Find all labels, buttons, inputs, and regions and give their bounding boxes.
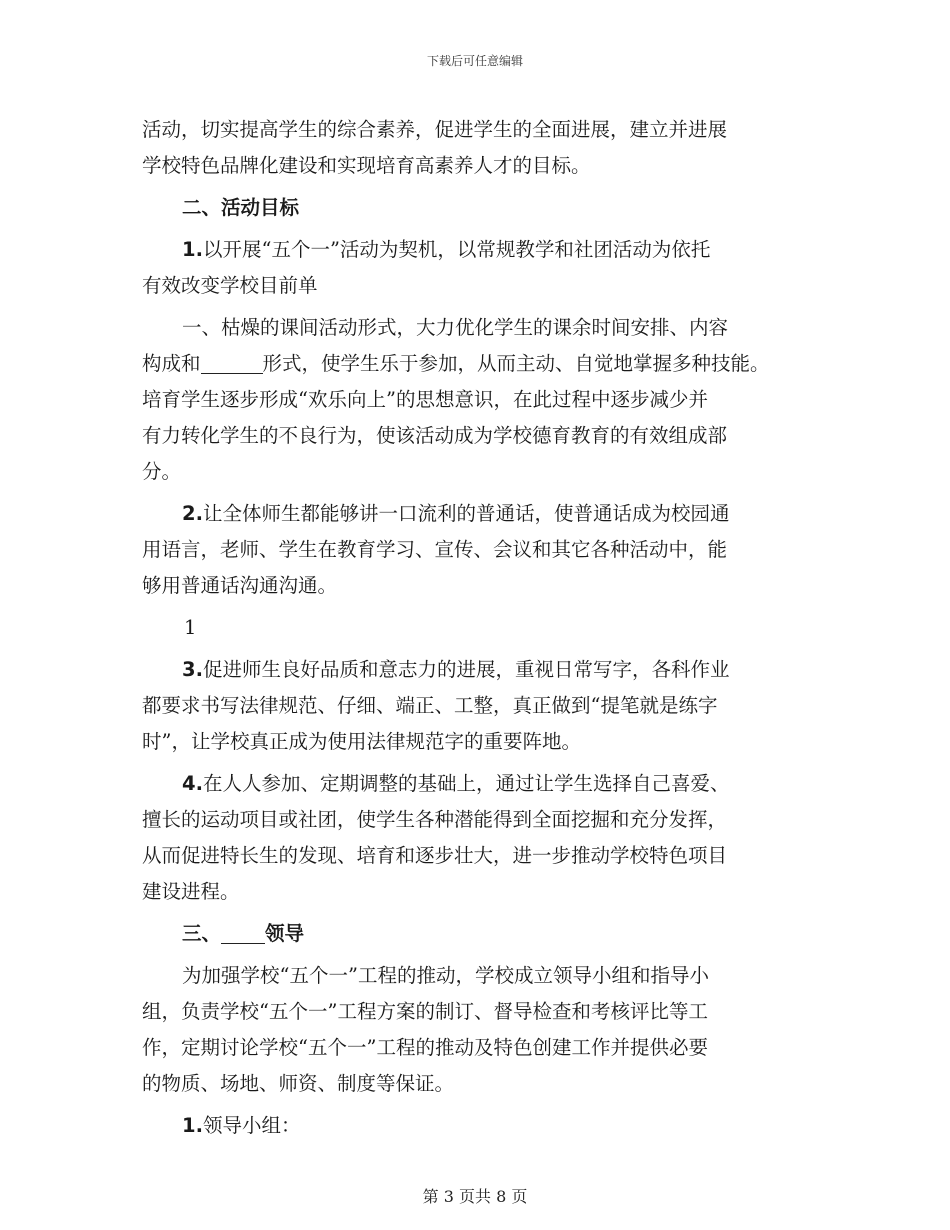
- goal-4-line-1: 4.在人人参加、定期调整的基础上，通过让学生选择自己喜爱、: [182, 772, 730, 795]
- para-3-line-4: 的物质、场地、师资、制度等保证。: [142, 1072, 455, 1095]
- document-body: [142, 112, 802, 1144]
- leadership-group-line: 1.领导小组：: [182, 1114, 301, 1137]
- section-heading-objectives: 二、活动目标: [182, 196, 300, 219]
- goal-1-number: 1.: [182, 238, 203, 261]
- goal-2-line-3: 够用普通话沟通沟通。: [142, 574, 338, 597]
- page-header-note: 下载后可任意编辑: [426, 54, 523, 68]
- goal-4-number: 4.: [182, 772, 203, 795]
- goal-2-line-2: 用语言，老师、学生在教育学习、宣传、会议和其它各种活动中，能: [142, 538, 728, 561]
- para-3-line-3: 作，定期讨论学校“五个一”工程的推动及特色创建工作并提供必要: [142, 1036, 708, 1059]
- goal-3-line-3: 时”，让学校真正成为使用法律规范字的重要阵地。: [142, 730, 581, 753]
- section-heading-leadership: 三、 领导: [182, 922, 305, 945]
- para-2-line-2: 构成和 形式，使学生乐于参加，从而主动、自觉地掌握多种技能。: [142, 352, 770, 375]
- goal-3-number: 3.: [182, 658, 203, 681]
- para-2-line-4: 有力转化学生的不良行为，使该活动成为学校德育教育的有效组成部: [142, 424, 728, 447]
- heading-blank-underline: [221, 924, 265, 945]
- goal-4-line-2: 擅长的运动项目或社团，使学生各种潜能得到全面挖掘和充分发挥，: [142, 808, 728, 831]
- goal-3-line-2: 都要求书写法律规范、仔细、端正、工整，真正做到“提笔就是练字: [142, 694, 718, 717]
- goal-4-line-3: 从而促进特长生的发现、培育和逐步壮大，进一步推动学校特色项目: [142, 844, 728, 867]
- page-footer: 第 3 页共 8 页: [422, 1187, 528, 1206]
- goal-3-line-1: 3.促进师生良好品质和意志力的进展，重视日常写字，各科作业: [182, 658, 730, 681]
- goal-1-line-1: 1.以开展“五个一”活动为契机，以常规教学和社团活动为依托: [182, 238, 711, 261]
- inline-page-number: 1: [184, 616, 197, 639]
- para-2-line-1: 一、枯燥的课间活动形式，大力优化学生的课余时间安排、内容: [182, 316, 729, 339]
- para-2-line-3: 培育学生逐步形成“欢乐向上”的思想意识，在此过程中逐步减少并: [142, 388, 708, 411]
- leadership-number: 1.: [182, 1114, 203, 1137]
- goal-1-line-2: 有效改变学校目前单: [142, 274, 318, 297]
- para-2-line-5: 分。: [142, 460, 182, 483]
- para-3-line-2: 组，负责学校“五个一”工程方案的制订、督导检查和考核评比等工: [142, 1000, 708, 1023]
- blank-underline: [201, 354, 263, 375]
- intro-line-1: 活动，切实提高学生的综合素养，促进学生的全面进展，建立并进展: [142, 118, 728, 141]
- goal-2-line-1: 2.让全体师生都能够讲一口流利的普通话，使普通话成为校园通: [182, 502, 730, 525]
- goal-2-number: 2.: [182, 502, 203, 525]
- para-3-line-1: 为加强学校“五个一”工程的推动，学校成立领导小组和指导小: [182, 964, 709, 987]
- intro-line-2: 学校特色品牌化建设和实现培育高素养人才的目标。: [142, 154, 591, 177]
- goal-4-line-4: 建设进程。: [142, 880, 240, 903]
